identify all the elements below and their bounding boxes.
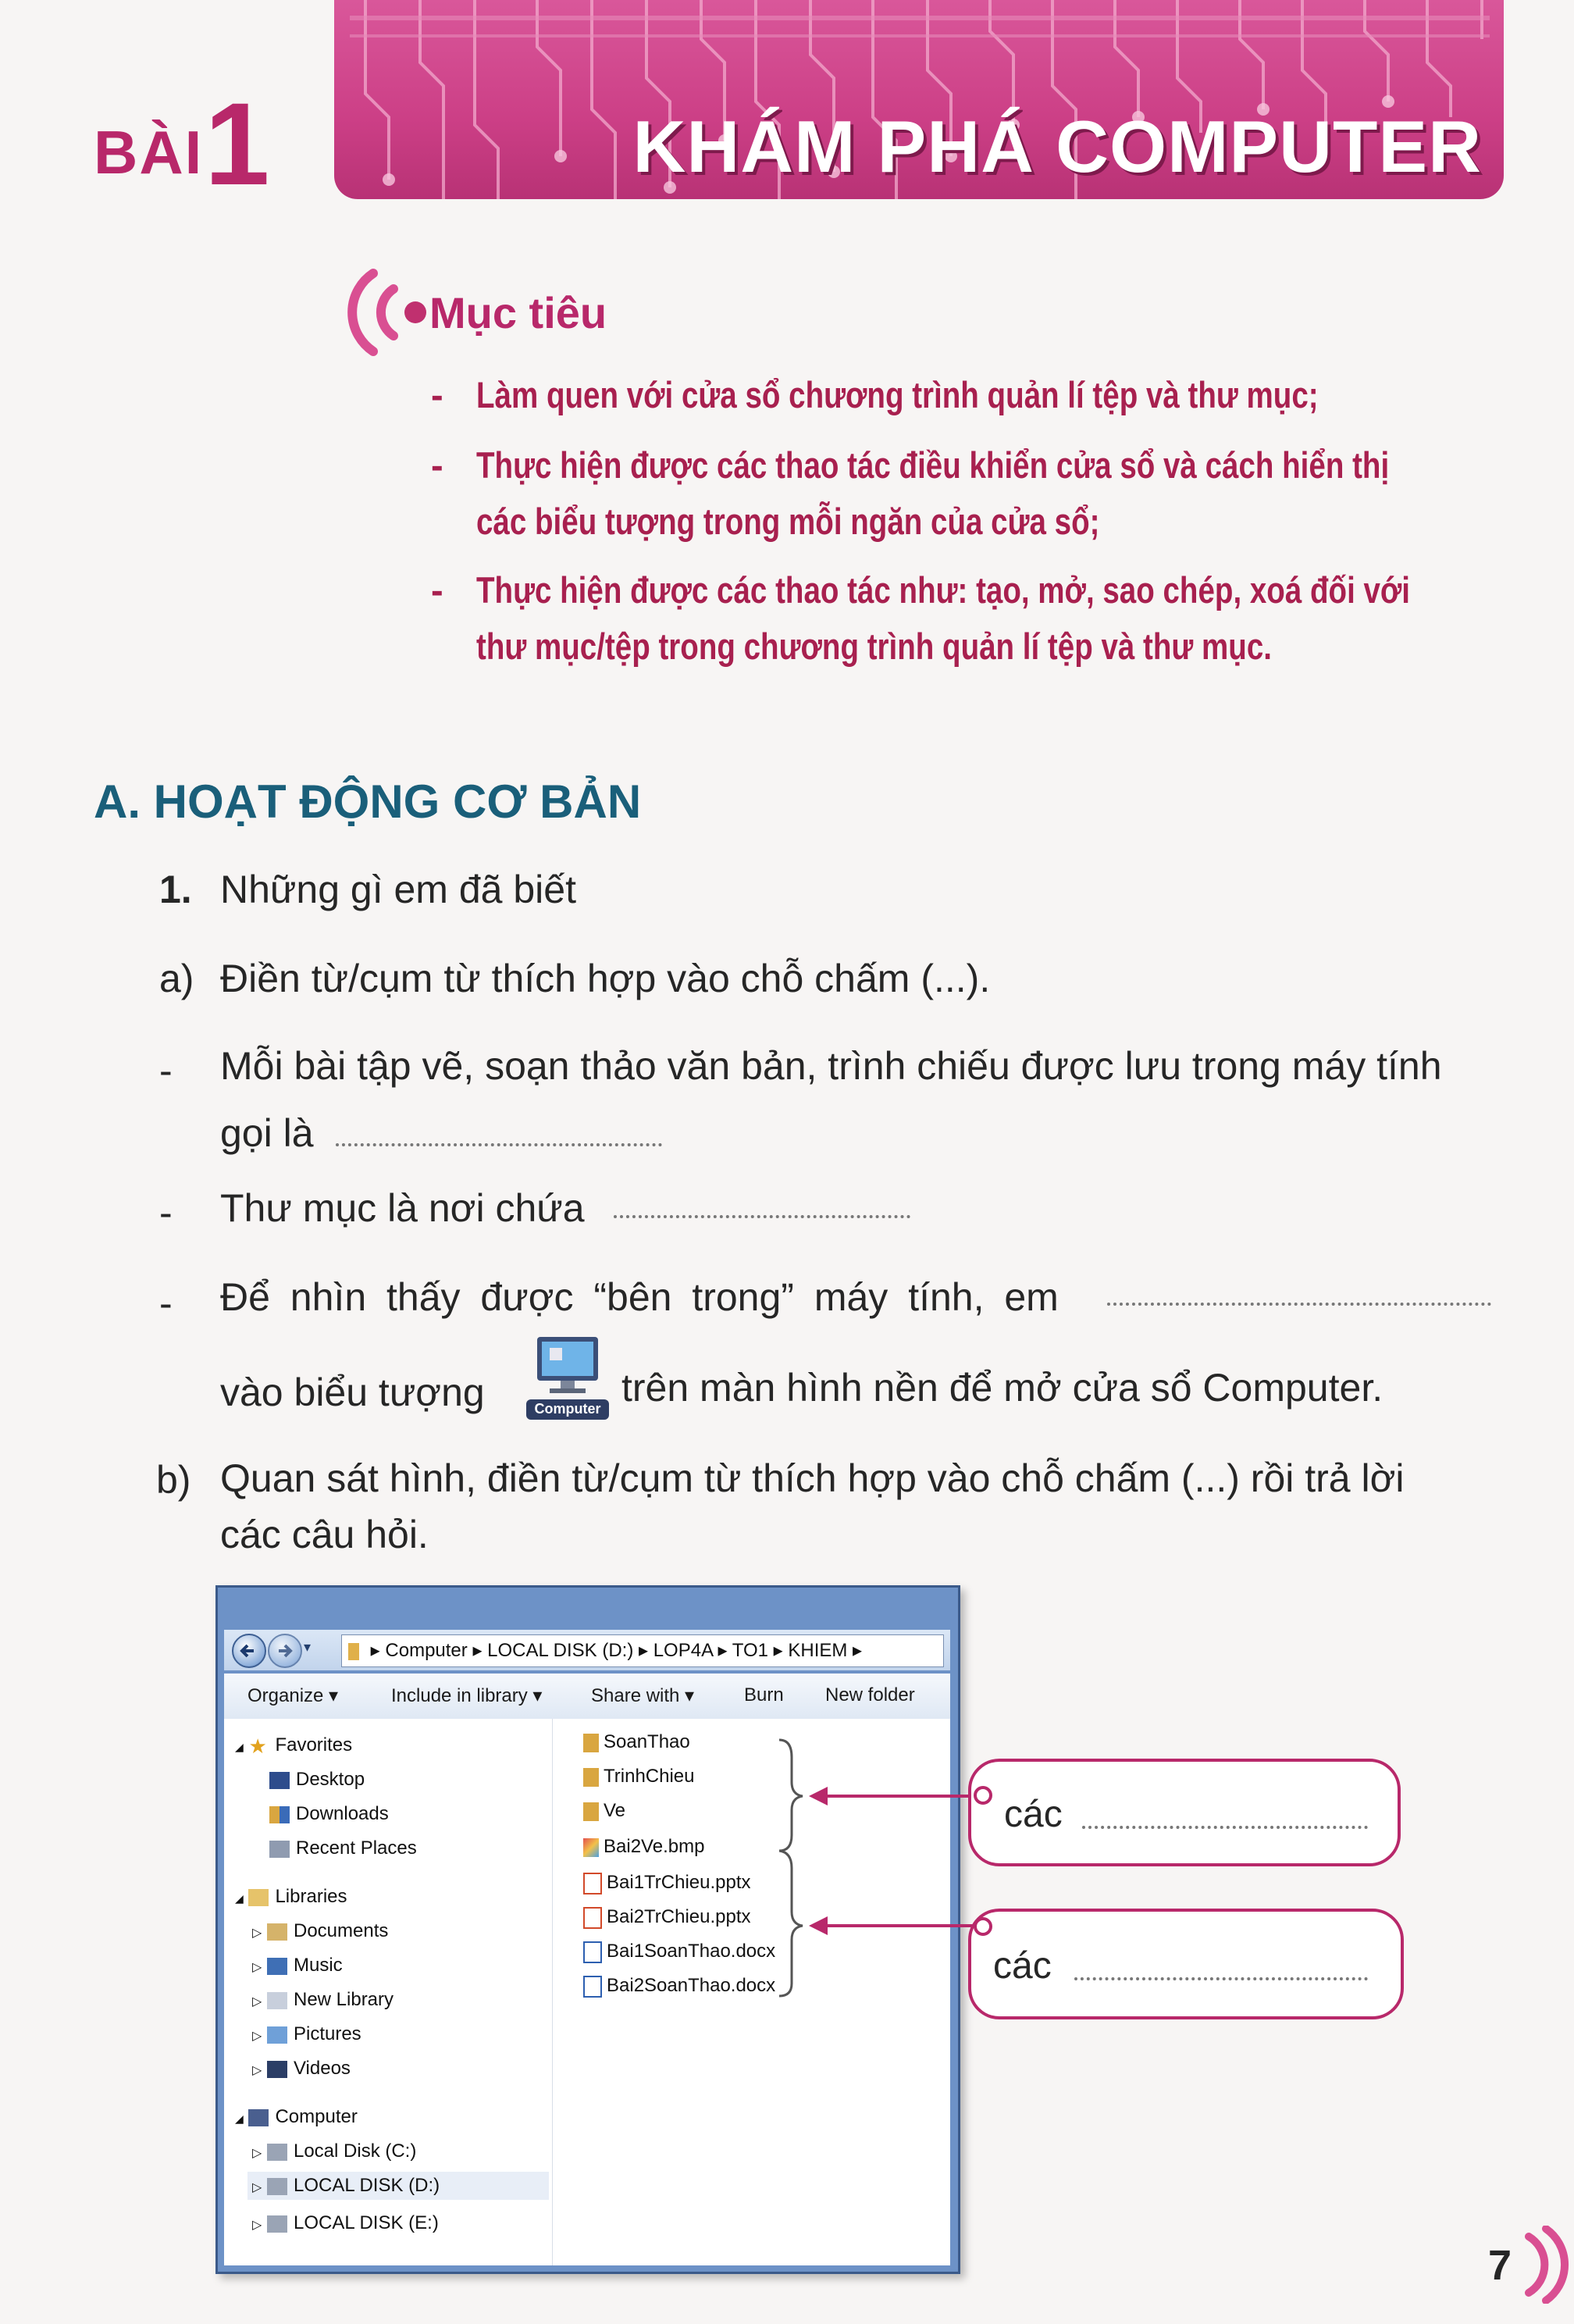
nav-local-disk-c[interactable]: ▷ Local Disk (C:) — [252, 2140, 417, 2162]
objective-item: - Làm quen với cửa sổ chương trình quản lí tệp và thư mục; — [431, 374, 1319, 415]
callout-dot-icon — [971, 1784, 995, 1807]
nav-favorites[interactable]: ◢ ★ Favorites — [235, 1734, 353, 1758]
computer-icon — [248, 2109, 269, 2126]
breadcrumb-item[interactable]: Computer — [385, 1640, 468, 1661]
docx-file-icon — [583, 1976, 602, 1998]
expand-arrow-icon[interactable]: ▷ — [252, 1927, 262, 1940]
expand-arrow-icon[interactable]: ▷ — [252, 2147, 262, 2160]
bullet-dash: - — [159, 1191, 173, 1235]
file-item[interactable]: Bai2SoanThao.docx — [583, 1975, 775, 1998]
folder-icon — [583, 1768, 599, 1787]
collapse-arrow-icon[interactable]: ◢ — [235, 2112, 244, 2125]
computer-icon-label: Computer — [534, 1401, 601, 1417]
answer-blank[interactable] — [1107, 1303, 1491, 1306]
question-text: Để nhìn thấy được “bên trong” máy tính, em — [220, 1275, 1059, 1319]
expand-arrow-icon[interactable]: ▷ — [252, 1961, 262, 1974]
callout-label: các — [1004, 1794, 1063, 1835]
navigation-pane — [224, 1719, 553, 2265]
computer-desktop-icon — [526, 1337, 609, 1420]
part-b-label: b) — [156, 1458, 191, 1502]
answer-blank[interactable] — [614, 1215, 910, 1218]
item-number: 1. — [159, 868, 192, 911]
section-title: A. HOẠT ĐỘNG CƠ BẢN — [94, 775, 642, 828]
part-a-label: a) — [159, 957, 194, 1000]
recent-places-icon — [269, 1841, 290, 1858]
collapse-arrow-icon[interactable]: ◢ — [235, 1741, 244, 1753]
file-item[interactable]: TrinhChieu — [583, 1766, 695, 1788]
nav-local-disk-d[interactable]: ▷ LOCAL DISK (D:) — [247, 2172, 549, 2200]
signal-icon — [328, 258, 429, 367]
part-a-instruction: Điền từ/cụm từ thích hợp vào chỗ chấm (...). — [220, 957, 991, 1000]
new-library-icon — [267, 1992, 287, 2009]
expand-arrow-icon[interactable]: ▷ — [252, 2181, 262, 2194]
expand-arrow-icon[interactable]: ▷ — [252, 2030, 262, 2043]
question-text: trên màn hình nền để mở cửa sổ Computer. — [621, 1366, 1383, 1410]
expand-arrow-icon[interactable]: ▷ — [252, 2219, 262, 2232]
collapse-arrow-icon[interactable]: ◢ — [235, 1892, 244, 1905]
new-folder-button[interactable]: New folder — [825, 1684, 915, 1706]
answer-blank[interactable] — [1074, 1977, 1368, 1980]
callout-connectors — [765, 1734, 999, 1999]
folder-icon — [583, 1802, 599, 1821]
file-item[interactable]: Bai1SoanThao.docx — [583, 1941, 775, 1963]
objective-item: - Thực hiện được các thao tác điều khiển cửa sổ và cách hiển thị các biểu tượng trong mỗi ngăn của cửa sổ; — [431, 444, 1390, 542]
file-item[interactable]: SoanThao — [583, 1731, 690, 1753]
answer-blank[interactable] — [1082, 1826, 1368, 1829]
pptx-file-icon — [583, 1873, 602, 1894]
part-b-text: Quan sát hình, điền từ/cụm từ thích hợp vào chỗ chấm (...) rồi trả lời — [220, 1456, 1405, 1500]
image-file-icon — [583, 1838, 599, 1857]
objectives-title: Mục tiêu — [429, 288, 607, 337]
pictures-icon — [267, 2026, 287, 2044]
bullet-dash: - — [159, 1049, 173, 1092]
include-in-library-button[interactable]: Include in library ▾ — [391, 1685, 543, 1706]
docx-file-icon — [583, 1941, 602, 1963]
title-banner — [334, 0, 1504, 199]
nav-documents[interactable]: ▷ Documents — [252, 1920, 389, 1941]
expand-arrow-icon[interactable]: ▷ — [252, 1995, 262, 2009]
burn-button[interactable]: Burn — [744, 1684, 784, 1706]
documents-icon — [267, 1923, 287, 1941]
nav-computer[interactable]: ◢ Computer — [235, 2106, 358, 2127]
breadcrumb-item[interactable]: LOP4A — [653, 1640, 713, 1661]
address-box[interactable] — [341, 1634, 944, 1667]
breadcrumb-item[interactable]: TO1 — [732, 1640, 768, 1661]
nav-videos[interactable]: ▷ Videos — [252, 2058, 351, 2079]
breadcrumb-item[interactable]: KHIEM — [788, 1640, 848, 1661]
disk-icon — [267, 2215, 287, 2233]
breadcrumb-separator: ▸ — [773, 1640, 789, 1661]
breadcrumb-separator: ▸ — [853, 1640, 863, 1661]
breadcrumb-separator: ▸ — [472, 1640, 488, 1661]
question-text: vào biểu tượng — [220, 1371, 485, 1414]
organize-button[interactable]: Organize ▾ — [247, 1685, 339, 1706]
page-number: 7 — [1488, 2242, 1512, 2289]
disk-icon — [267, 2178, 287, 2195]
nav-local-disk-e[interactable]: ▷ LOCAL DISK (E:) — [252, 2212, 439, 2233]
nav-desktop[interactable]: Desktop — [269, 1769, 365, 1791]
question-text: Thư mục là nơi chứa — [220, 1186, 585, 1230]
folder-icon — [583, 1734, 599, 1752]
folder-icon — [348, 1643, 359, 1660]
pptx-file-icon — [583, 1907, 602, 1929]
nav-recent-places[interactable]: Recent Places — [269, 1837, 417, 1859]
back-button[interactable] — [232, 1634, 266, 1668]
callout-label: các — [993, 1945, 1052, 1987]
callout-dot-icon — [971, 1915, 995, 1938]
breadcrumb-separator: ▸ — [638, 1640, 653, 1661]
question-text: Mỗi bài tập vẽ, soạn thảo văn bản, trình chiếu được lưu trong máy tính — [220, 1044, 1442, 1088]
part-b-text: các câu hỏi. — [220, 1513, 429, 1556]
forward-button[interactable] — [268, 1634, 302, 1668]
lesson-title: KHÁM PHÁ COMPUTER — [632, 105, 1482, 187]
objective-item: - Thực hiện được các thao tác như: tạo, mở, sao chép, xoá đối với thư mục/tệp trong chương trình quản lí tệp và thư mục. — [431, 569, 1411, 667]
breadcrumb-separator: ▸ — [370, 1640, 386, 1661]
libraries-icon — [248, 1889, 269, 1906]
nav-pictures[interactable]: ▷ Pictures — [252, 2023, 361, 2044]
nav-downloads[interactable]: Downloads — [269, 1803, 389, 1825]
nav-new-library[interactable]: ▷ New Library — [252, 1989, 394, 2010]
question-text: gọi là — [220, 1111, 314, 1155]
music-icon — [267, 1958, 287, 1975]
file-item[interactable]: Bai1TrChieu.pptx — [583, 1872, 751, 1894]
breadcrumb-separator: ▸ — [718, 1640, 732, 1661]
lesson-label: BÀI — [94, 118, 204, 187]
item-heading: Những gì em đã biết — [220, 868, 576, 911]
answer-blank[interactable] — [336, 1143, 662, 1146]
desktop-icon — [269, 1772, 290, 1789]
expand-arrow-icon[interactable]: ▷ — [252, 2064, 262, 2077]
disk-icon — [267, 2144, 287, 2161]
breadcrumb-item[interactable]: LOCAL DISK (D:) — [487, 1640, 634, 1661]
command-bar — [224, 1673, 950, 1720]
nav-libraries[interactable]: ◢ Libraries — [235, 1886, 347, 1907]
address-bar-area — [224, 1630, 950, 1670]
lesson-number: 1 — [205, 78, 270, 209]
file-item[interactable]: Ve — [583, 1800, 625, 1822]
star-icon: ★ — [248, 1734, 267, 1758]
history-dropdown-icon[interactable]: ▾ — [304, 1639, 312, 1655]
share-with-button[interactable]: Share with ▾ — [591, 1685, 695, 1706]
file-item[interactable]: Bai2Ve.bmp — [583, 1836, 704, 1858]
downloads-icon — [269, 1806, 290, 1823]
file-item[interactable]: Bai2TrChieu.pptx — [583, 1906, 751, 1929]
page-number-signal-icon — [1519, 2226, 1571, 2304]
nav-music[interactable]: ▷ Music — [252, 1955, 343, 1976]
bullet-dash: - — [159, 1281, 173, 1325]
videos-icon — [267, 2061, 287, 2078]
